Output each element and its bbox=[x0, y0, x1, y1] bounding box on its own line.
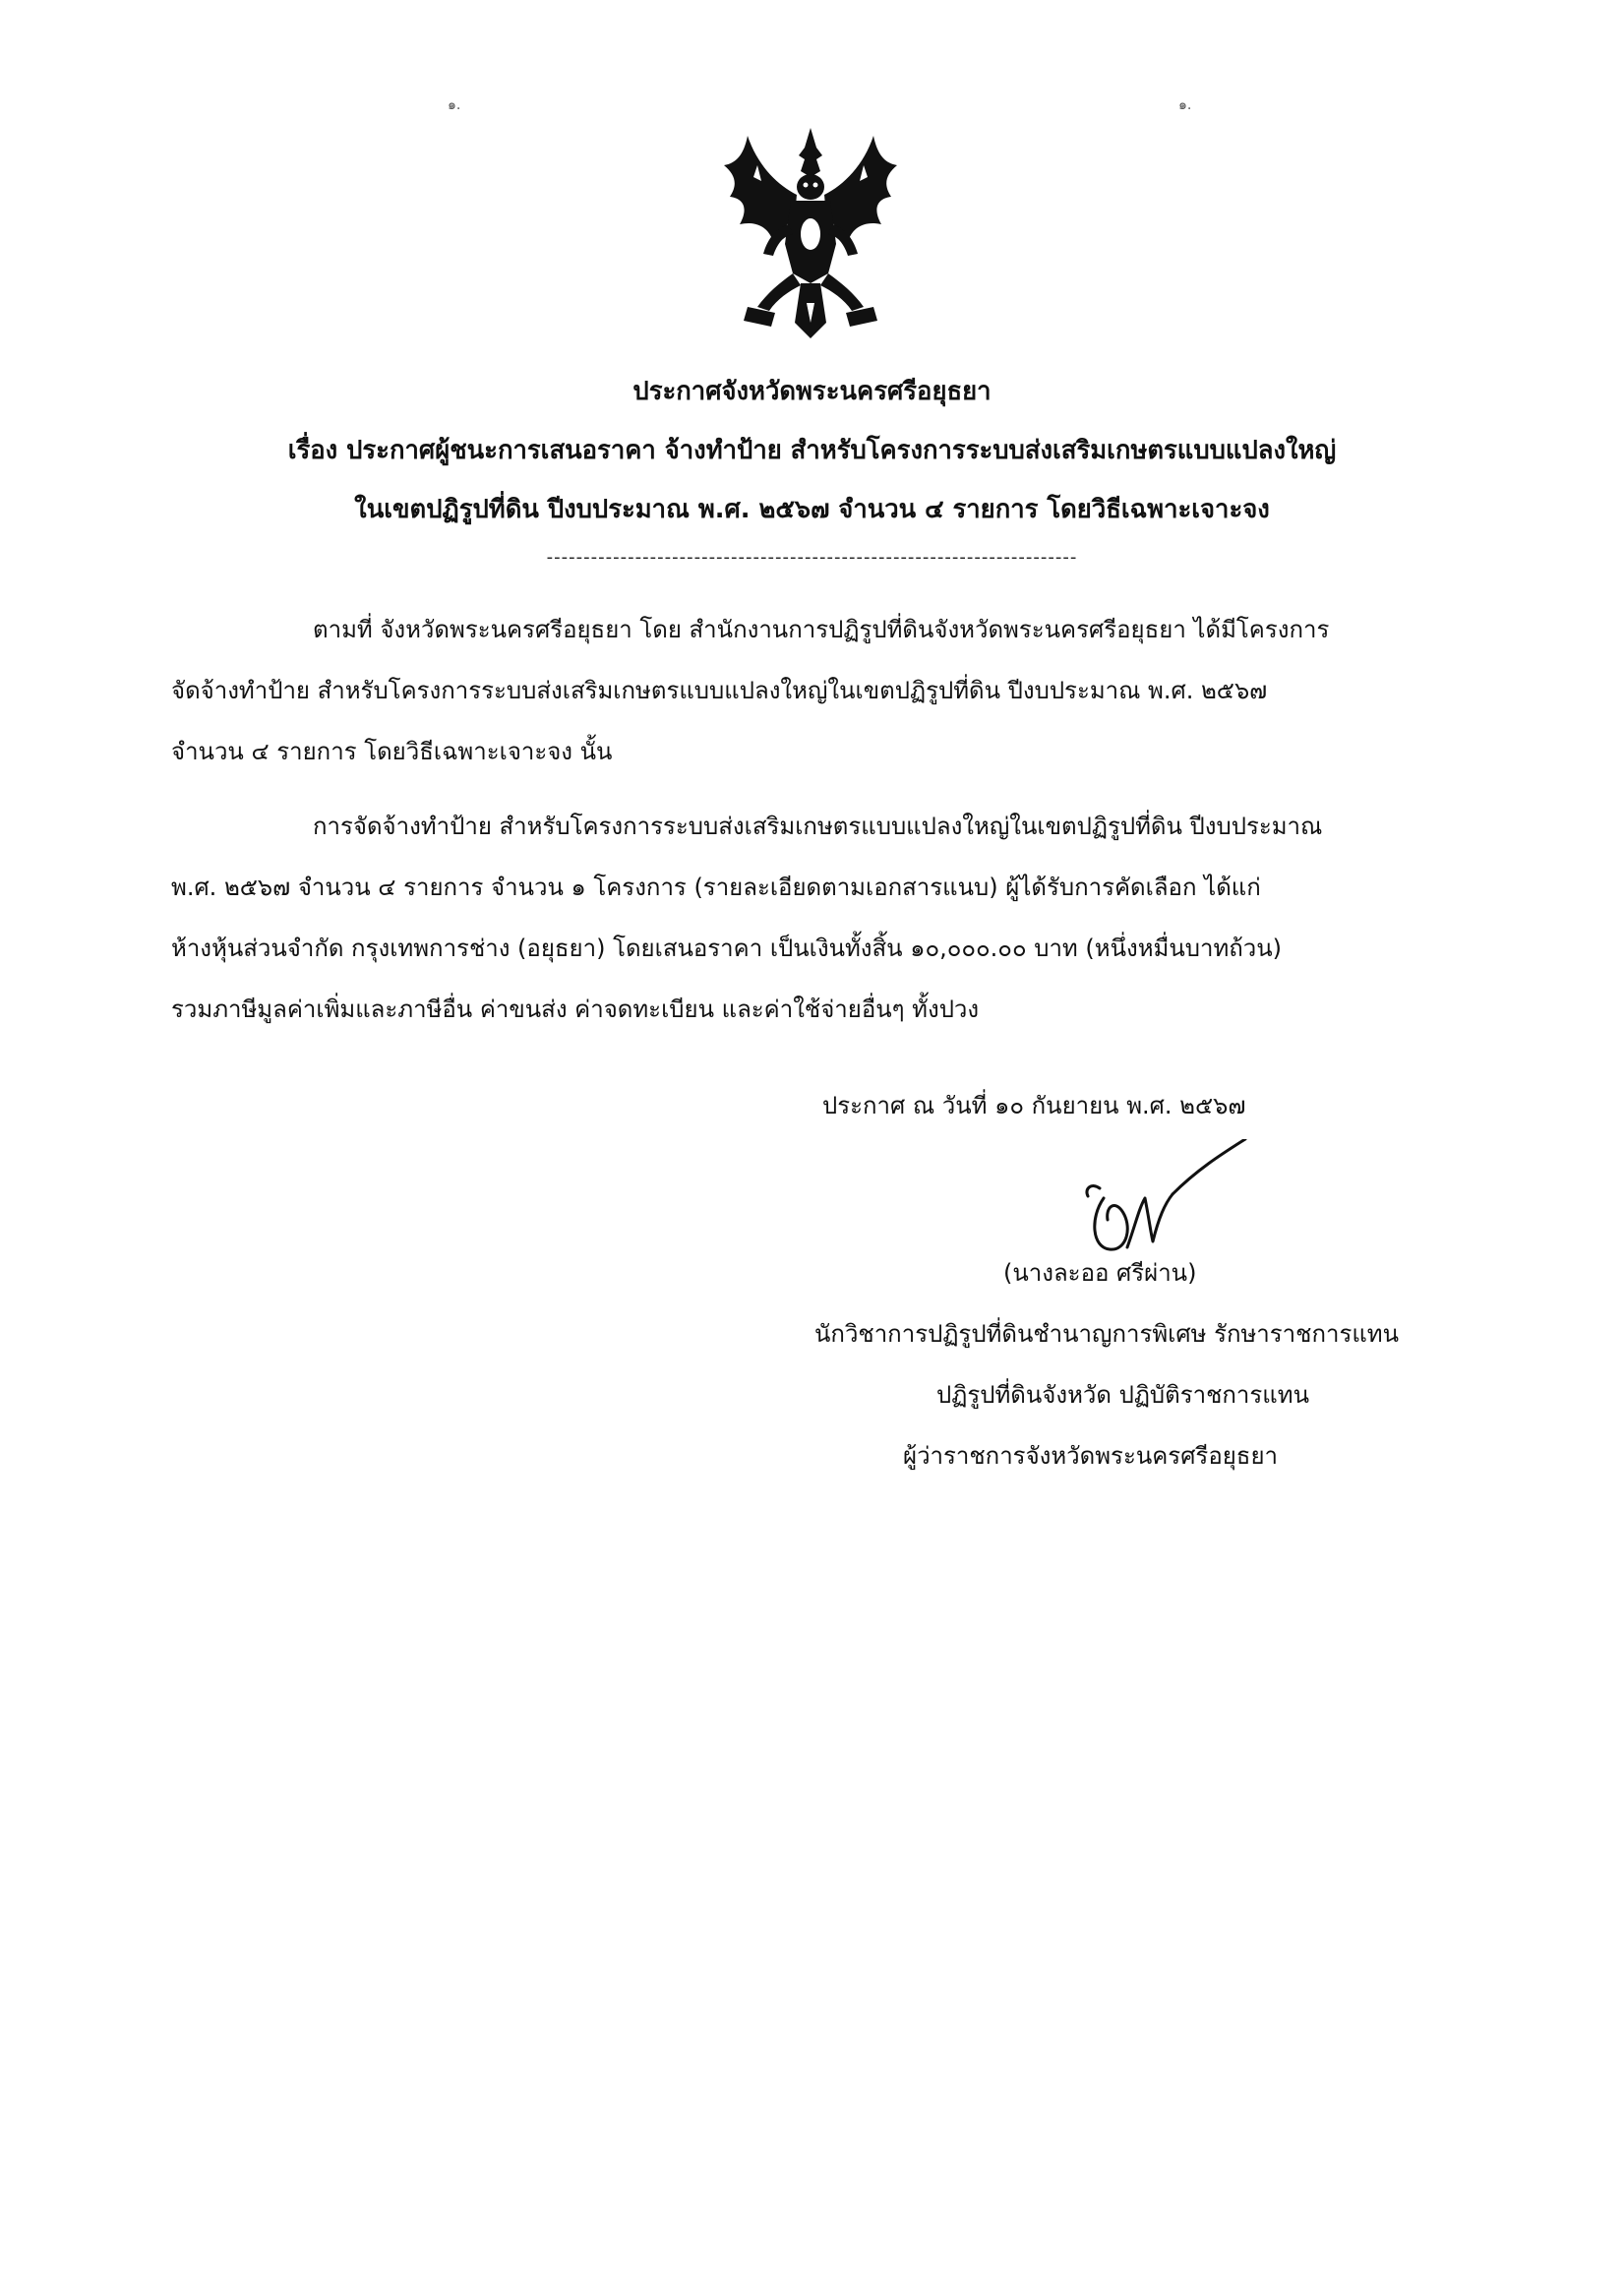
scan-mark-left: ๑. bbox=[448, 97, 461, 113]
document-subject-line-1: เรื่อง ประกาศผู้ชนะการเสนอราคา จ้างทำป้าย สำหรับโครงการระบบส่งเสริมเกษตรแบบแปลงใหญ่ bbox=[287, 436, 1337, 465]
signer-position-3: ผู้ว่าราชการจังหวัดพระนครศรีอยุธยา bbox=[903, 1442, 1278, 1470]
document-title: ประกาศจังหวัดพระนครศรีอยุธยา bbox=[632, 377, 992, 406]
paragraph-1-line-2: จัดจ้างทำป้าย สำหรับโครงการระบบส่งเสริมเกษตรแบบแปลงใหญ่ในเขตปฏิรูปที่ดิน ปีงบประมาณ พ.ศ. ๒๕๖๗ bbox=[171, 677, 1268, 704]
garuda-emblem-icon bbox=[718, 126, 903, 340]
scan-mark-right: ๑. bbox=[1178, 97, 1192, 113]
paragraph-1-line-1: ตามที่ จังหวัดพระนครศรีอยุธยา โดย สำนักงานการปฏิรูปที่ดินจังหวัดพระนครศรีอยุธยา ได้มีโครงการ bbox=[313, 616, 1330, 643]
signer-name: (นางละออ ศรีผ่าน) bbox=[1003, 1259, 1197, 1287]
paragraph-2-line-4: รวมภาษีมูลค่าเพิ่มและภาษีอื่น ค่าขนส่ง ค่าจดทะเบียน และค่าใช้จ่ายอื่นๆ ทั้งปวง bbox=[171, 996, 980, 1023]
announce-date: ประกาศ ณ วันที่ ๑๐ กันยายน พ.ศ. ๒๕๖๗ bbox=[822, 1092, 1246, 1119]
handwritten-signature bbox=[1070, 1139, 1247, 1257]
paragraph-2-line-2: พ.ศ. ๒๕๖๗ จำนวน ๔ รายการ จำนวน ๑ โครงการ (รายละเอียดตามเอกสารแนบ) ผู้ได้รับการคัดเลือก ได้แก่ bbox=[171, 874, 1261, 901]
signer-position-1: นักวิชาการปฏิรูปที่ดินชำนาญการพิเศษ รักษาราชการแทน bbox=[814, 1320, 1400, 1348]
paragraph-1-line-3: จำนวน ๔ รายการ โดยวิธีเฉพาะเจาะจง นั้น bbox=[171, 738, 613, 765]
paragraph-2-line-1: การจัดจ้างทำป้าย สำหรับโครงการระบบส่งเสริมเกษตรแบบแปลงใหญ่ในเขตปฏิรูปที่ดิน ปีงบประมาณ bbox=[313, 813, 1323, 840]
dashed-divider: ------------------------------------------------------------------------ bbox=[546, 547, 1078, 568]
document-subject-line-2: ในเขตปฏิรูปที่ดิน ปีงบประมาณ พ.ศ. ๒๕๖๗ จำนวน ๔ รายการ โดยวิธีเฉพาะเจาะจง bbox=[354, 495, 1270, 524]
signer-position-2: ปฏิรูปที่ดินจังหวัด ปฏิบัติราชการแทน bbox=[936, 1381, 1309, 1409]
paragraph-2-line-3: ห้างหุ้นส่วนจำกัด กรุงเทพการช่าง (อยุธยา) โดยเสนอราคา เป็นเงินทั้งสิ้น ๑๐,๐๐๐.๐๐ บาท (หนึ่งหมื่นบาทถ้วน) bbox=[171, 935, 1283, 962]
